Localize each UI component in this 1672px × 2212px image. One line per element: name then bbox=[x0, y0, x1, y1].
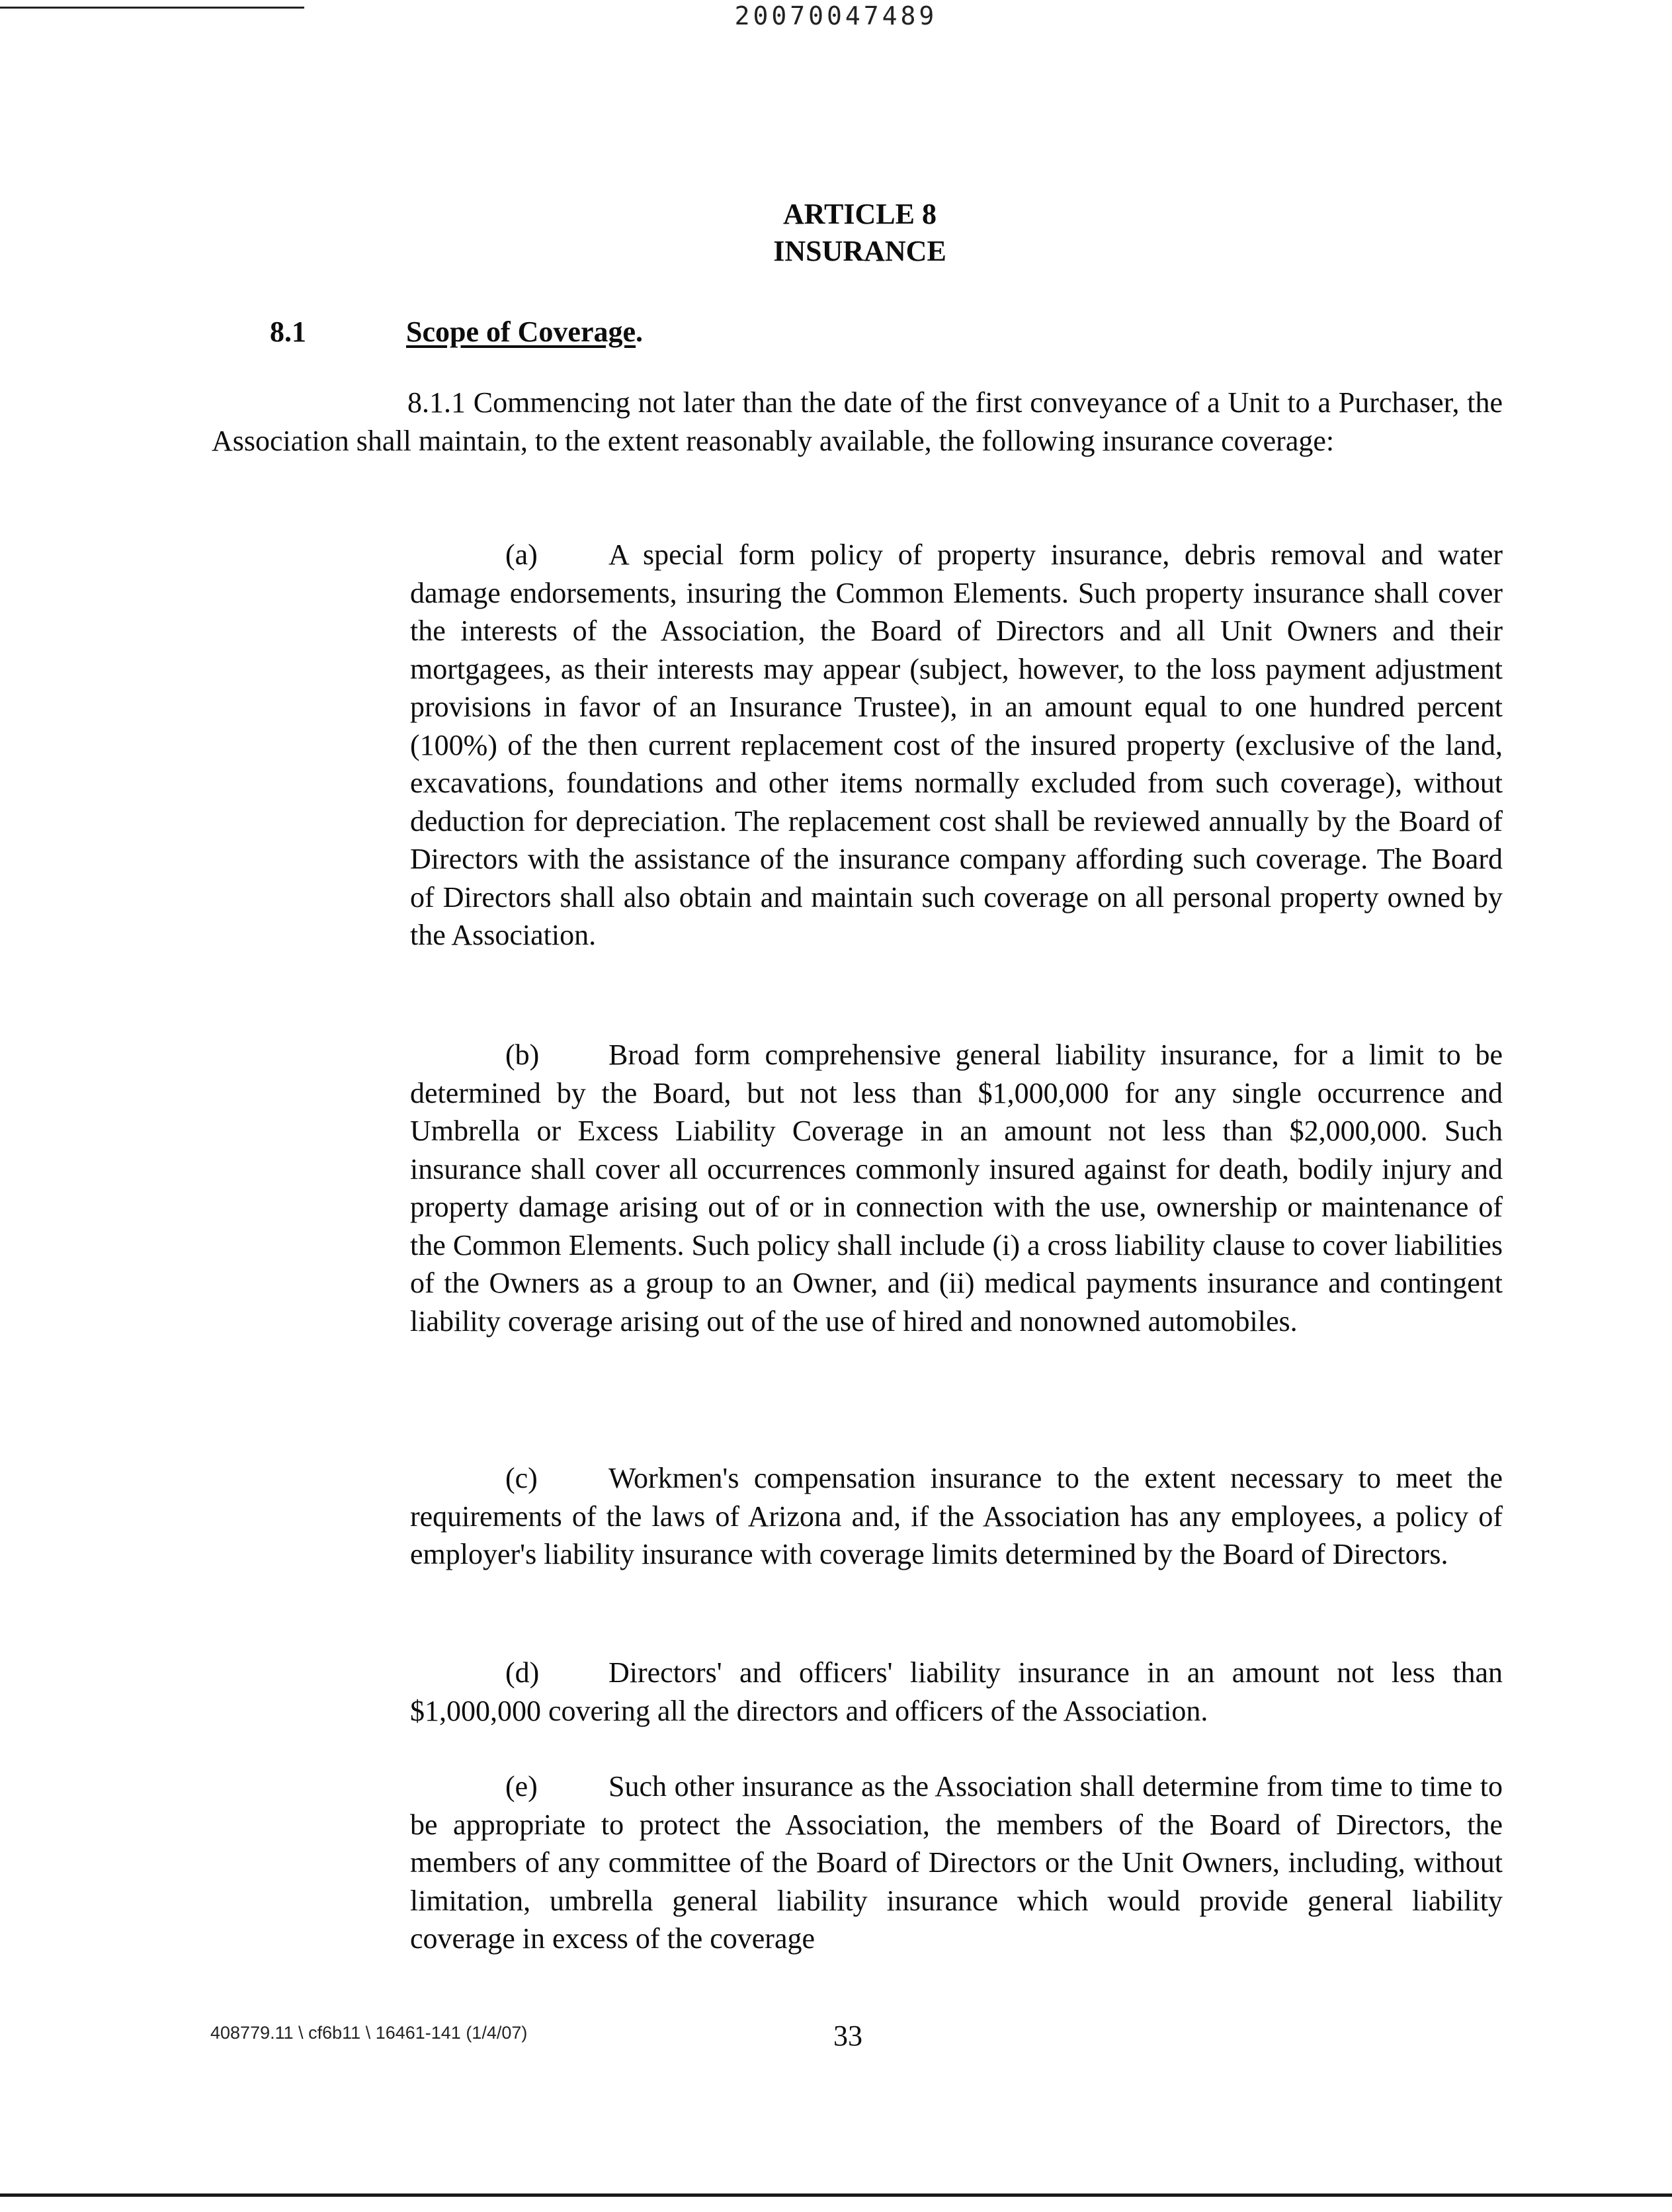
item-label: (c) bbox=[505, 1462, 538, 1494]
item-text: Workmen's compensation insurance to the extent necessary to meet the requirements of the laws of Arizona and, if the Association has any employees, a policy of employer's liability insurance with coverage limits determined by the Board of Directors. bbox=[410, 1462, 1503, 1570]
item-label: (a) bbox=[505, 538, 538, 571]
item-label: (b) bbox=[505, 1039, 540, 1071]
page-number: 33 bbox=[833, 2020, 862, 2052]
bottom-scan-rule bbox=[0, 2193, 1672, 2197]
coverage-item-d bbox=[410, 1654, 1503, 1730]
section-heading bbox=[270, 314, 643, 351]
coverage-item-a bbox=[410, 536, 1503, 955]
item-label: (e) bbox=[505, 1770, 538, 1803]
item-text: Directors' and officers' liability insurance in an amount not less than $1,000,000 covering all the directors and officers of the Association. bbox=[410, 1656, 1503, 1727]
coverage-item-b bbox=[410, 1036, 1503, 1340]
item-text: Such other insurance as the Association shall determine from time to time to be appropriate to protect the Association, the members of the Board of Directors, the members of any committee of the Board of Directors or the Unit Owners, including, without limitation, umbrella general liability insurance which would provide general liability coverage in excess of the coverage bbox=[410, 1770, 1503, 1955]
coverage-item-c bbox=[410, 1459, 1503, 1574]
item-text: A special form policy of property insurance, debris removal and water damage endorsements, insuring the Common Elements. Such property insurance shall cover the interests of the Association, the Board of Directors and all Unit Owners and their mortgagees, as their interests may appear (subject, however, to the loss payment adjustment provisions in favor of an Insurance Trustee), in an amount equal to one hundred percent (100%) of the then current replacement cost of the insured property (exclusive of the land, excavations, foundations and other items normally excluded from such coverage), without deduction for depreciation. The replacement cost shall be reviewed annually by the Board of Directors with the assistance of the insurance company affording such coverage. The Board of Directors shall also obtain and maintain such coverage on all personal property owned by the Association. bbox=[410, 538, 1503, 951]
publication-number: 20070047489 bbox=[734, 1, 938, 30]
section-title: Scope of Coverage bbox=[406, 316, 636, 348]
item-label: (d) bbox=[505, 1656, 540, 1689]
footer-document-id: 408779.11 \ cf6b11 \ 16461-141 (1/4/07) bbox=[210, 2023, 528, 2043]
article-number: ARTICLE 8 bbox=[783, 198, 937, 230]
item-text: Broad form comprehensive general liability insurance, for a limit to be determined by the Board, but not less than $1,000,000 for any single occurrence and Umbrella or Excess Liability Coverage in an amount not less than $2,000,000. Such insurance shall cover all occurrences commonly insured against for death, bodily injury and property damage arising out of or in connection with the use, ownership or maintenance of the Common Elements. Such policy shall include (i) a cross liability clause to cover liabilities of the Owners as a group to an Owner, and (ii) medical payments insurance and contingent liability coverage arising out of the use of hired and nonowned automobiles. bbox=[410, 1039, 1503, 1338]
section-title-punctuation: . bbox=[636, 316, 644, 348]
intro-paragraph: 8.1.1 Commencing not later than the date of the first conveyance of a Unit to a Purchaser, the Association shall maintain, to the extent reasonably available, the following insurance coverage: bbox=[212, 386, 1503, 457]
article-heading bbox=[701, 196, 1019, 270]
section-number: 8.1 bbox=[270, 316, 306, 348]
coverage-item-e bbox=[410, 1767, 1503, 1958]
article-title: INSURANCE bbox=[773, 235, 946, 267]
